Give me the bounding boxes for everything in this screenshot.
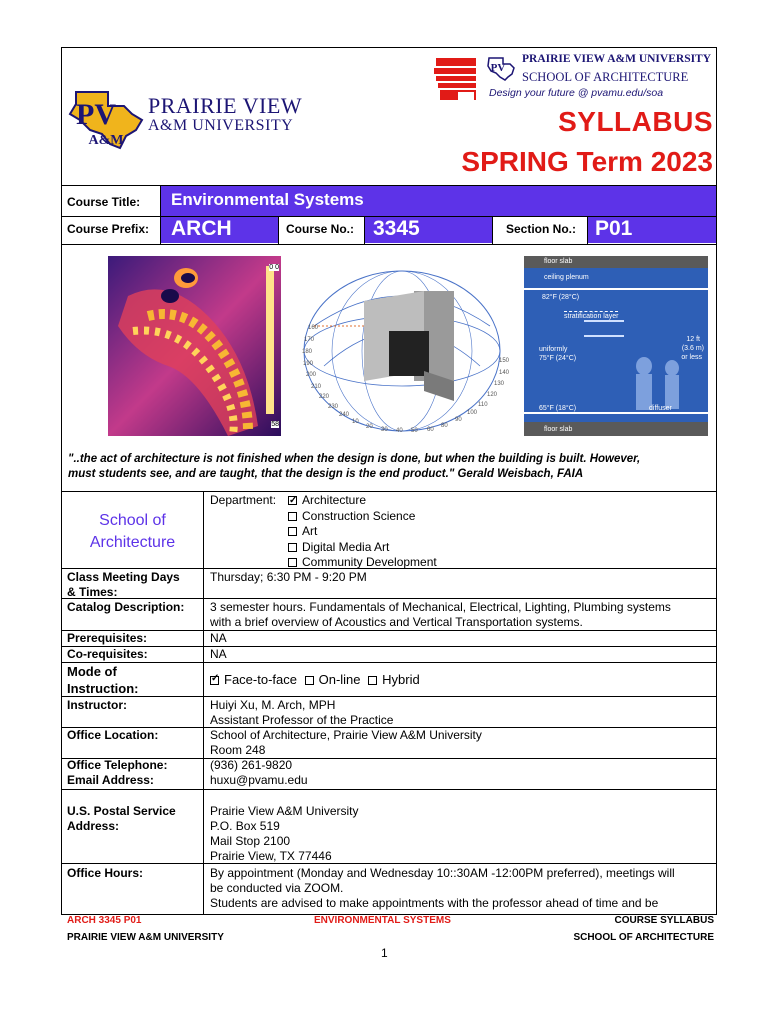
course-number-label: Course No.: — [286, 222, 355, 236]
university-name — [148, 93, 303, 136]
instructor-value — [210, 698, 393, 728]
section-temp-top: 82°F (28°C) — [542, 294, 580, 301]
course-title-value: Environmental Systems — [171, 190, 364, 209]
office-hours-label: Office Hours: — [67, 866, 144, 880]
building-icon — [434, 56, 482, 102]
sunpath-degree-label: 40 — [396, 428, 403, 434]
page-number: 1 — [381, 946, 388, 960]
department-option-construction-science[interactable]: Construction Science — [288, 509, 437, 525]
architecture-building-logo — [434, 56, 482, 102]
footer-course-name: ENVIRONMENTAL SYSTEMS — [314, 915, 451, 926]
office-hours-value: By appointment (Monday and Wednesday 10::30AM -12:00PM preferred), meetings will be conducted via ZOOM. Students are advised to make appointments with the professor ahead of time and be — [210, 866, 675, 910]
prereq-value: NA — [210, 631, 227, 645]
coreq-value: NA — [210, 647, 227, 661]
footer-school: SCHOOL OF ARCHITECTURE — [573, 932, 714, 943]
sunpath-degree-label: 10 — [352, 419, 359, 425]
university-name-line2: A&M UNIVERSITY — [148, 117, 294, 134]
school-name-line2: Architecture — [89, 534, 176, 551]
meeting-label: Class Meeting Days & Times: — [67, 570, 180, 599]
school-name — [62, 510, 203, 554]
mode-label: Mode of Instruction: — [67, 664, 139, 696]
office-location-label: Office Location: — [67, 728, 159, 742]
quote — [68, 452, 712, 482]
department-option-community-development[interactable]: Community Development — [288, 555, 437, 571]
sunpath-degree-label: 150 — [499, 358, 510, 364]
sunpath-degree-label: 60 — [427, 427, 434, 433]
sunpath-degree-label: 100 — [467, 410, 478, 416]
mode-option-online[interactable]: On-line — [305, 672, 361, 687]
email-value[interactable]: huxu@pvamu.edu — [210, 773, 308, 787]
footer-university: PRAIRIE VIEW A&M UNIVERSITY — [67, 932, 224, 943]
sunpath-degree-label: 120 — [487, 392, 498, 398]
mode-option-face-to-face[interactable]: ✓Face-to-face — [210, 672, 297, 687]
displacement-section-diagram — [524, 256, 708, 436]
department-option-digital-media-art[interactable]: Digital Media Art — [288, 540, 437, 556]
email-label: Email Address: — [67, 773, 154, 787]
course-title-field — [161, 186, 716, 216]
footer-course: ARCH 3345 P01 — [67, 915, 142, 926]
section-or-less: or less — [681, 354, 702, 361]
course-number-value: 3345 — [373, 217, 420, 240]
thermal-image — [108, 256, 281, 436]
sunpath-degree-label: 80 — [441, 423, 448, 429]
postal-value: Prairie View A&M University P.O. Box 519 Mail Stop 2100 Prairie View, TX 77446 — [210, 804, 359, 863]
instructor-title: Assistant Professor of the Practice — [210, 713, 394, 727]
checkbox-checked-icon[interactable] — [210, 676, 219, 685]
office-phone-label: Office Telephone: — [67, 758, 168, 772]
course-prefix-value: ARCH — [171, 217, 232, 240]
section-number-value: P01 — [595, 217, 633, 240]
course-title-label: Course Title: — [67, 195, 141, 209]
office-phone-value: (936) 261-9820 — [210, 758, 293, 772]
sunpath-degree-label: 30 — [381, 427, 388, 433]
checkbox-icon[interactable] — [368, 676, 377, 685]
department-label: Department: — [210, 493, 277, 507]
svg-text:PV: PV — [76, 98, 116, 131]
checkbox-icon[interactable] — [305, 676, 314, 685]
instructor-label: Instructor: — [67, 698, 127, 712]
soa-line2: SCHOOL OF ARCHITECTURE — [522, 70, 689, 84]
section-diffuser: diffuser — [649, 405, 672, 412]
pvamu-seal-icon — [66, 84, 146, 154]
footer-syllabus: COURSE SYLLABUS — [614, 915, 714, 926]
sunpath-degree-label: 140 — [499, 370, 510, 376]
checkbox-icon[interactable] — [288, 527, 297, 536]
instructor-name: Huiyi Xu, M. Arch, MPH — [210, 698, 336, 712]
thermal-scale-bottom: 58 — [271, 421, 279, 428]
soa-tagline: Design your future @ pvamu.edu/soa — [489, 87, 664, 99]
section-floor-slab-top: floor slab — [544, 258, 573, 265]
section-number-field — [588, 217, 716, 243]
section-ceiling-plenum: ceiling plenum — [544, 274, 589, 281]
section-temp-mid: 75°F (24°C) — [539, 355, 577, 362]
sunpath-diagram — [294, 256, 511, 436]
department-option-architecture[interactable]: ✓ Architecture — [288, 493, 437, 509]
sunpath-degree-label: 220 — [319, 394, 330, 400]
catalog-label: Catalog Description: — [67, 600, 185, 614]
syllabus-page — [61, 47, 717, 915]
section-temp-bottom: 65°F (18°C) — [539, 405, 577, 412]
svg-text:PV: PV — [490, 62, 506, 74]
meeting-value: Thursday; 6:30 PM - 9:20 PM — [210, 570, 367, 584]
sunpath-degree-label: 210 — [311, 384, 322, 390]
school-name-line1: School of — [99, 512, 166, 529]
section-uniformly: uniformly — [539, 346, 568, 353]
sunpath-degree-label: 110 — [478, 402, 488, 408]
mode-option-hybrid[interactable]: Hybrid — [368, 672, 420, 687]
sunpath-degree-label: 200 — [306, 372, 317, 378]
course-prefix-label: Course Prefix: — [67, 222, 150, 236]
office-location-value: School of Architecture, Prairie View A&M University Room 248 — [210, 728, 482, 757]
section-number-label: Section No.: — [506, 222, 577, 236]
prereq-label: Prerequisites: — [67, 631, 148, 645]
thermal-scale-top: 0 0 — [269, 264, 279, 271]
quote-line2: must students see, and are taught, that the design is the end product." Gerald Weisbach, FAIA — [68, 468, 584, 480]
coreq-label: Co-requisites: — [67, 647, 148, 661]
course-number-field — [365, 217, 492, 243]
sunpath-degree-label: 130 — [494, 381, 505, 387]
syllabus-title: SYLLABUS — [558, 106, 713, 137]
soa-line1: PRAIRIE VIEW A&M UNIVERSITY — [522, 53, 712, 65]
postal-label: U.S. Postal Service Address: — [67, 804, 176, 833]
sunpath-degree-label: 170 — [304, 337, 315, 343]
quote-line1: "..the act of architecture is not finished when the design is done, but when the building is built. However, — [68, 453, 641, 465]
sunpath-globe-icon — [294, 256, 511, 436]
sunpath-degree-label: 50 — [411, 428, 418, 434]
section-height-m: (3.6 m) — [681, 345, 704, 352]
university-name-line1: PRAIRIE VIEW — [148, 93, 303, 118]
checkbox-icon[interactable] — [288, 512, 297, 521]
sunpath-degree-label: 180 — [302, 349, 313, 355]
sunpath-degree-label: 160 — [308, 325, 319, 331]
checkbox-checked-icon[interactable] — [288, 496, 297, 505]
mode-options — [210, 672, 420, 687]
department-option-art[interactable]: Art — [288, 524, 437, 540]
term-title: SPRING Term 2023 — [461, 146, 713, 177]
sunpath-degree-label: 190 — [303, 361, 314, 367]
sunpath-degree-label: 90 — [455, 417, 462, 423]
checkbox-icon[interactable] — [288, 543, 297, 552]
sunpath-degree-label: 20 — [366, 424, 373, 430]
course-prefix-field — [161, 217, 278, 243]
catalog-value: 3 semester hours. Fundamentals of Mechanical, Electrical, Lighting, Plumbing systems with a brief overview of Acoustics and Vertical Transportation systems. — [210, 600, 671, 629]
department-options — [288, 493, 437, 571]
checkbox-icon[interactable] — [288, 558, 297, 567]
pvamu-logo — [66, 84, 146, 154]
section-stratification: stratification layer — [564, 313, 619, 320]
sunpath-degree-label: 230 — [328, 404, 339, 410]
svg-text:A&M: A&M — [88, 133, 124, 148]
soa-seal-icon — [486, 55, 516, 81]
section-floor-slab-bottom: floor slab — [544, 426, 573, 433]
sunpath-degree-label: 240 — [339, 412, 350, 418]
section-height: 12 ft — [686, 336, 700, 343]
